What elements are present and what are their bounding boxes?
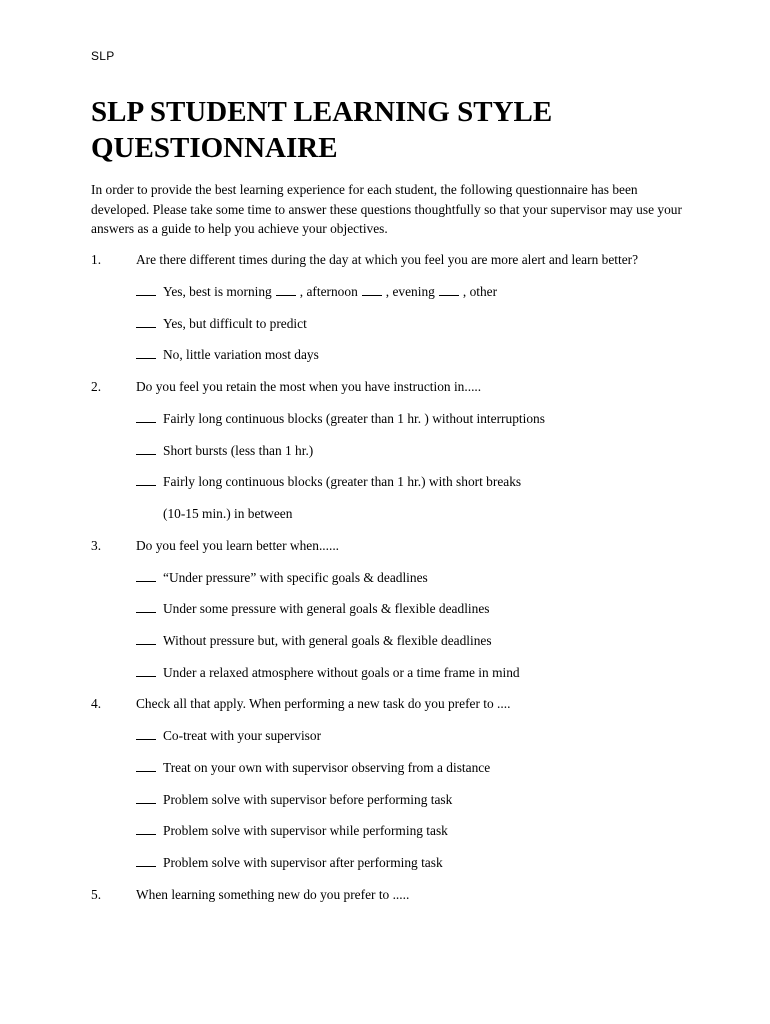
option-q4-5 xyxy=(136,855,443,871)
question-text: When learning something new do you prefer to ..... xyxy=(136,887,410,902)
header-tag: SLP xyxy=(91,49,115,63)
option-part-other: , other xyxy=(462,284,498,299)
question-number: 3. xyxy=(91,538,102,553)
option-label: Fairly long continuous blocks (greater than 1 hr.) with short breaks xyxy=(163,474,522,489)
answer-blank[interactable] xyxy=(136,728,156,740)
option-label: Problem solve with supervisor after performing task xyxy=(163,855,443,870)
answer-blank[interactable] xyxy=(136,760,156,772)
option-part-afternoon: , afternoon xyxy=(299,284,358,299)
option-label: Under some pressure with general goals & flexible deadlines xyxy=(163,601,490,616)
answer-blank[interactable] xyxy=(136,411,156,423)
option-label: No, little variation most days xyxy=(163,347,319,362)
option-part-morning: Yes, best is morning xyxy=(163,284,272,299)
option-q3-2 xyxy=(136,601,489,617)
answer-blank[interactable] xyxy=(136,474,156,486)
question-number: 4. xyxy=(91,696,102,711)
option-q4-1 xyxy=(136,728,321,744)
option-label: Fairly long continuous blocks (greater than 1 hr. ) without interruptions xyxy=(163,411,545,426)
evening-blank[interactable] xyxy=(439,284,459,296)
option-q3-3 xyxy=(136,633,492,649)
question-text: Are there different times during the day at which you feel you are more alert and learn better? xyxy=(136,252,639,267)
option-label: Short bursts (less than 1 hr.) xyxy=(163,443,314,458)
question-text: Do you feel you retain the most when you have instruction in..... xyxy=(136,379,482,394)
option-q2-1 xyxy=(136,411,545,427)
option-q1-2 xyxy=(136,316,307,332)
answer-blank[interactable] xyxy=(136,792,156,804)
title-line-2: QUESTIONNAIRE xyxy=(91,132,338,164)
option-q2-2 xyxy=(136,443,313,459)
question-text: Do you feel you learn better when...... xyxy=(136,538,340,553)
answer-blank[interactable] xyxy=(136,823,156,835)
question-text: Check all that apply. When performing a new task do you prefer to .... xyxy=(136,696,511,711)
option-label: “Under pressure” with specific goals & deadlines xyxy=(163,570,428,585)
question-number: 5. xyxy=(91,887,102,902)
option-q3-4 xyxy=(136,665,520,681)
option-q3-1 xyxy=(136,570,428,586)
document-title xyxy=(91,94,711,166)
option-q2-3 xyxy=(136,474,521,490)
answer-blank[interactable] xyxy=(136,665,156,677)
answer-blank[interactable] xyxy=(136,347,156,359)
title-line-1: SLP STUDENT LEARNING STYLE xyxy=(91,96,553,128)
option-label: Co-treat with your supervisor xyxy=(163,728,322,743)
intro-paragraph: In order to provide the best learning experience for each student, the following questionnaire has been developed. Please take some time to answer these questions thoughtfully so that your supervisor may use your answers as a guide to help you achieve your objectives. xyxy=(91,182,682,236)
answer-blank[interactable] xyxy=(136,284,156,296)
answer-blank[interactable] xyxy=(136,570,156,582)
option-label: Problem solve with supervisor while performing task xyxy=(163,823,448,838)
option-q1-time-of-day xyxy=(136,284,497,300)
option-q4-3 xyxy=(136,792,452,808)
answer-blank[interactable] xyxy=(136,443,156,455)
option-label: Under a relaxed atmosphere without goals or a time frame in mind xyxy=(163,665,520,680)
option-q2-continuation: (10-15 min.) in between xyxy=(163,506,293,521)
question-number: 2. xyxy=(91,379,102,394)
answer-blank[interactable] xyxy=(136,316,156,328)
answer-blank[interactable] xyxy=(136,601,156,613)
answer-blank[interactable] xyxy=(136,855,156,867)
answer-blank[interactable] xyxy=(136,633,156,645)
afternoon-blank[interactable] xyxy=(362,284,382,296)
option-label: Yes, but difficult to predict xyxy=(163,316,307,331)
option-q4-4 xyxy=(136,823,448,839)
morning-blank[interactable] xyxy=(276,284,296,296)
option-q4-2 xyxy=(136,760,490,776)
option-part-evening: , evening xyxy=(385,284,435,299)
option-label: Without pressure but, with general goals & flexible deadlines xyxy=(163,633,492,648)
option-label: Treat on your own with supervisor observing from a distance xyxy=(163,760,491,775)
question-number: 1. xyxy=(91,252,102,267)
option-q1-3 xyxy=(136,347,319,363)
option-label: Problem solve with supervisor before performing task xyxy=(163,792,453,807)
